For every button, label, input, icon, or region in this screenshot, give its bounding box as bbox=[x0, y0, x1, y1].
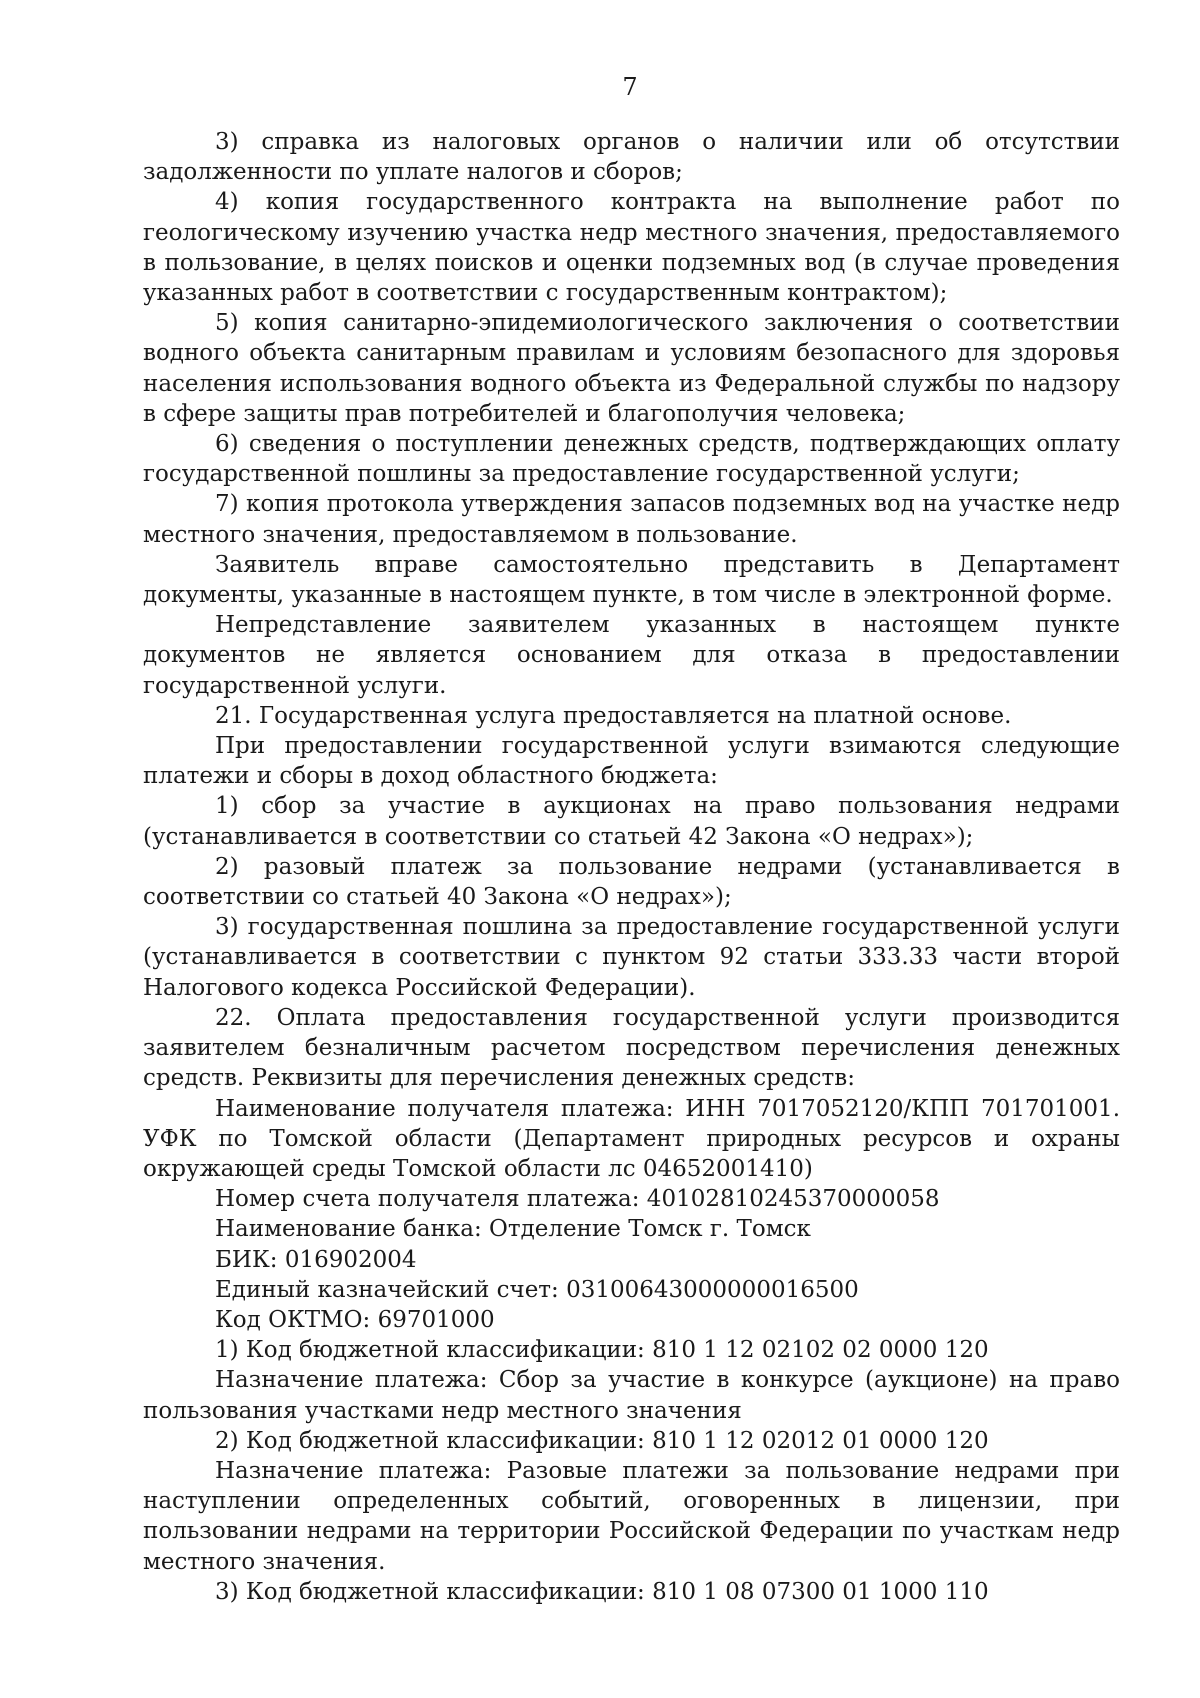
paragraph-section-21: 21. Государственная услуга предоставляется на платной основе. bbox=[215, 702, 1012, 729]
paragraph-bank-name: Наименование банка: Отделение Томск г. Томск bbox=[215, 1216, 811, 1243]
paragraph-fee-auction: 1) сбор за участие в аукционах на право пользования недрами (устанавливается в соответствии со статьей 42 Закона «О недрах»); bbox=[143, 793, 1120, 850]
paragraph-fee-one-time: 2) разовый платеж за пользование недрами (устанавливается в соответствии со статьей 40 Закона «О недрах»); bbox=[143, 853, 1120, 911]
paragraph-kbk-2: 2) Код бюджетной классификации: 810 1 12 02012 01 0000 120 bbox=[215, 1427, 989, 1454]
paragraph-purpose-2: Назначение платежа: Разовые платежи за пользование недрами при наступлении определенных событий, оговоренных в лицензии, при пользовании недрами на территории Российской Федерации по участкам недр местного значения. bbox=[143, 1457, 1120, 1575]
paragraph-fee-state-duty: 3) государственная пошлина за предоставление государственной услуги (устанавливается в соответствии с пунктом 92 статьи 333.33 части второй Налогового кодекса Российской Федерации). bbox=[143, 914, 1120, 1001]
paragraph-fees-intro: При предоставлении государственной услуги взимаются следующие платежи и сборы в доход областного бюджета: bbox=[143, 733, 1120, 790]
paragraph-item-7-reserves-protocol: 7) копия протокола утверждения запасов подземных вод на участке недр местного значения, предоставляемом в пользование. bbox=[143, 491, 1120, 548]
page-number: 7 bbox=[622, 73, 638, 101]
paragraph-purpose-1: Назначение платежа: Сбор за участие в конкурсе (аукционе) на право пользования участками недр местного значения bbox=[143, 1367, 1120, 1424]
paragraph-item-4-state-contract: 4) копия государственного контракта на выполнение работ по геологическому изучению участка недр местного значения, предоставляемого в пользование, в целях поисков и оценки подземных вод (в случае проведения указанных работ в соответствии с государственным контрактом); bbox=[143, 189, 1120, 307]
paragraph-treasury-account: Единый казначейский счет: 03100643000000016500 bbox=[215, 1276, 859, 1303]
paragraph-bik: БИК: 016902004 bbox=[215, 1246, 417, 1273]
paragraph-recipient-name: Наименование получателя платежа: ИНН 7017052120/КПП 701701001. УФК по Томской области (Департамент природных ресурсов и охраны окружающей среды Томской области лс 04652001410) bbox=[143, 1095, 1120, 1182]
paragraph-non-submission: Непредставление заявителем указанных в настоящем пункте документов не является основанием для отказа в предоставлении государственной услуги. bbox=[143, 612, 1120, 699]
paragraph-item-3-tax-certificate: 3) справка из налоговых органов о наличии или об отсутствии задолженности по уплате налогов и сборов; bbox=[143, 129, 1120, 186]
paragraph-oktmo: Код ОКТМО: 69701000 bbox=[215, 1306, 495, 1333]
paragraph-kbk-3: 3) Код бюджетной классификации: 810 1 08 07300 01 1000 110 bbox=[215, 1578, 989, 1605]
paragraph-item-5-sanitary-conclusion: 5) копия санитарно-эпидемиологического заключения о соответствии водного объекта санитарным правилам и условиям безопасного для здоровья населения использования водного объекта из Федеральной службы по надзору в сфере защиты прав потребителей и благополучия человека; bbox=[143, 310, 1120, 427]
paragraph-section-22: 22. Оплата предоставления государственной услуги производится заявителем безналичным расчетом посредством перечисления денежных средств. Реквизиты для перечисления денежных средств: bbox=[143, 1004, 1120, 1092]
paragraph-account-number: Номер счета получателя платежа: 40102810245370000058 bbox=[215, 1186, 940, 1213]
paragraph-applicant-right: Заявитель вправе самостоятельно представить в Департамент документы, указанные в настоящем пункте, в том числе в электронной форме. bbox=[143, 551, 1120, 609]
paragraph-kbk-1: 1) Код бюджетной классификации: 810 1 12 02102 02 0000 120 bbox=[215, 1337, 989, 1364]
document-body bbox=[143, 127, 1120, 1607]
paragraph-item-6-payment-info: 6) сведения о поступлении денежных средств, подтверждающих оплату государственной пошлины за предоставление государственной услуги; bbox=[143, 431, 1120, 488]
